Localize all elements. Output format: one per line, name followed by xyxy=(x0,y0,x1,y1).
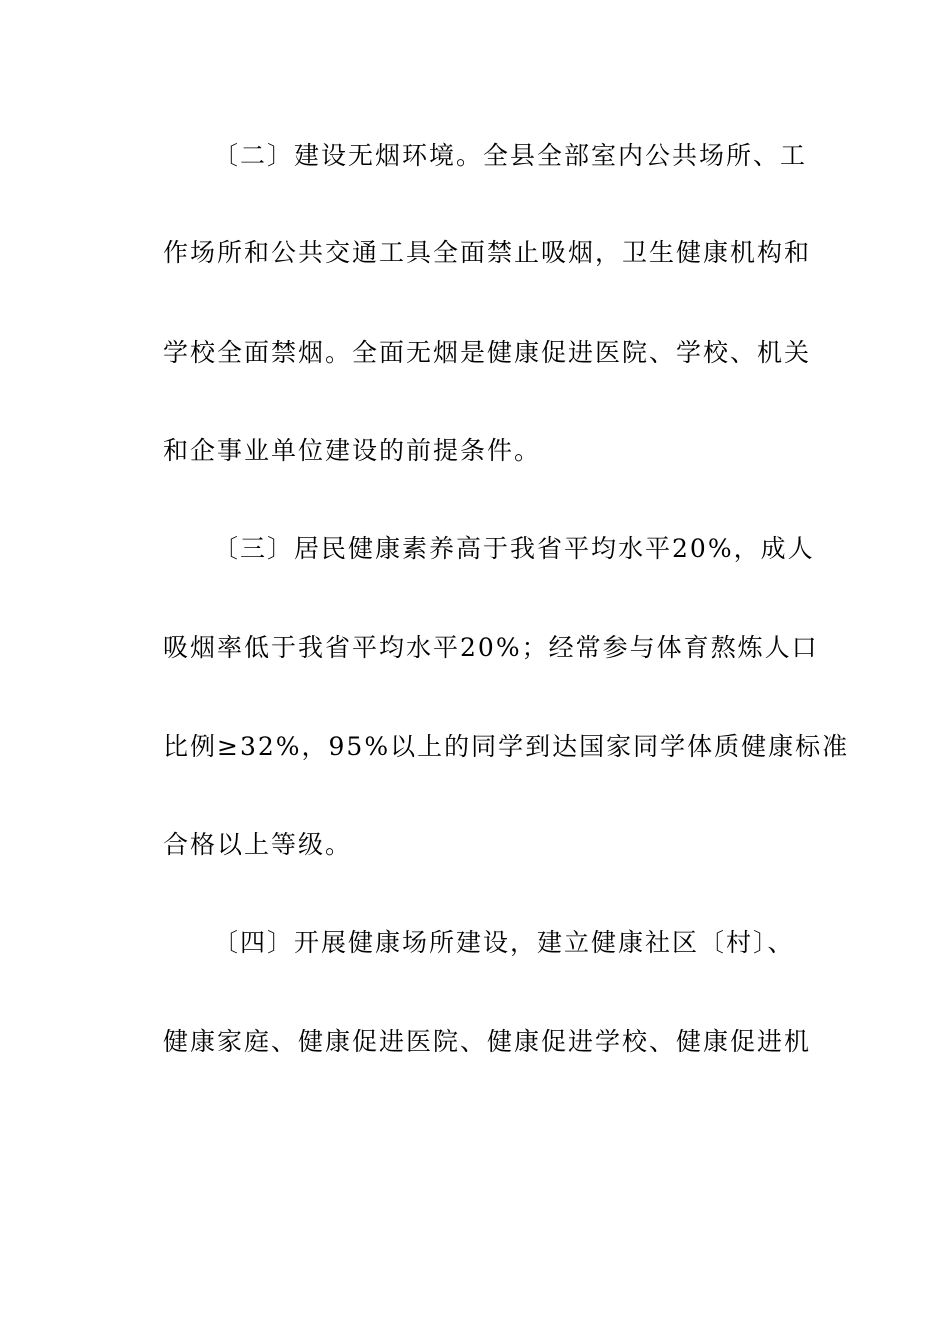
paragraph-line: 吸烟率低于我省平均水平20%；经常参与体育熬炼人口 xyxy=(163,633,819,662)
paragraph-line: 和企事业单位建设的前提条件。 xyxy=(163,436,542,465)
paragraph-line: 〔三〕居民健康素养高于我省平均水平20%，成人 xyxy=(213,534,815,563)
paragraph-line: 比例≥32%，95%以上的同学到达国家同学体质健康标准 xyxy=(163,732,850,761)
paragraph-line: 〔二〕建设无烟环境。全县全部室内公共场所、工 xyxy=(213,141,808,170)
paragraph-line: 〔四〕开展健康场所建设，建立健康社区〔村〕、 xyxy=(213,928,795,957)
paragraph-line: 学校全面禁烟。全面无烟是健康促进医院、学校、机关 xyxy=(163,338,812,367)
paragraph-line: 健康家庭、健康促进医院、健康促进学校、健康促进机 xyxy=(163,1027,812,1056)
paragraph-line: 作场所和公共交通工具全面禁止吸烟，卫生健康机构和 xyxy=(163,238,812,267)
paragraph-line: 合格以上等级。 xyxy=(163,830,353,859)
